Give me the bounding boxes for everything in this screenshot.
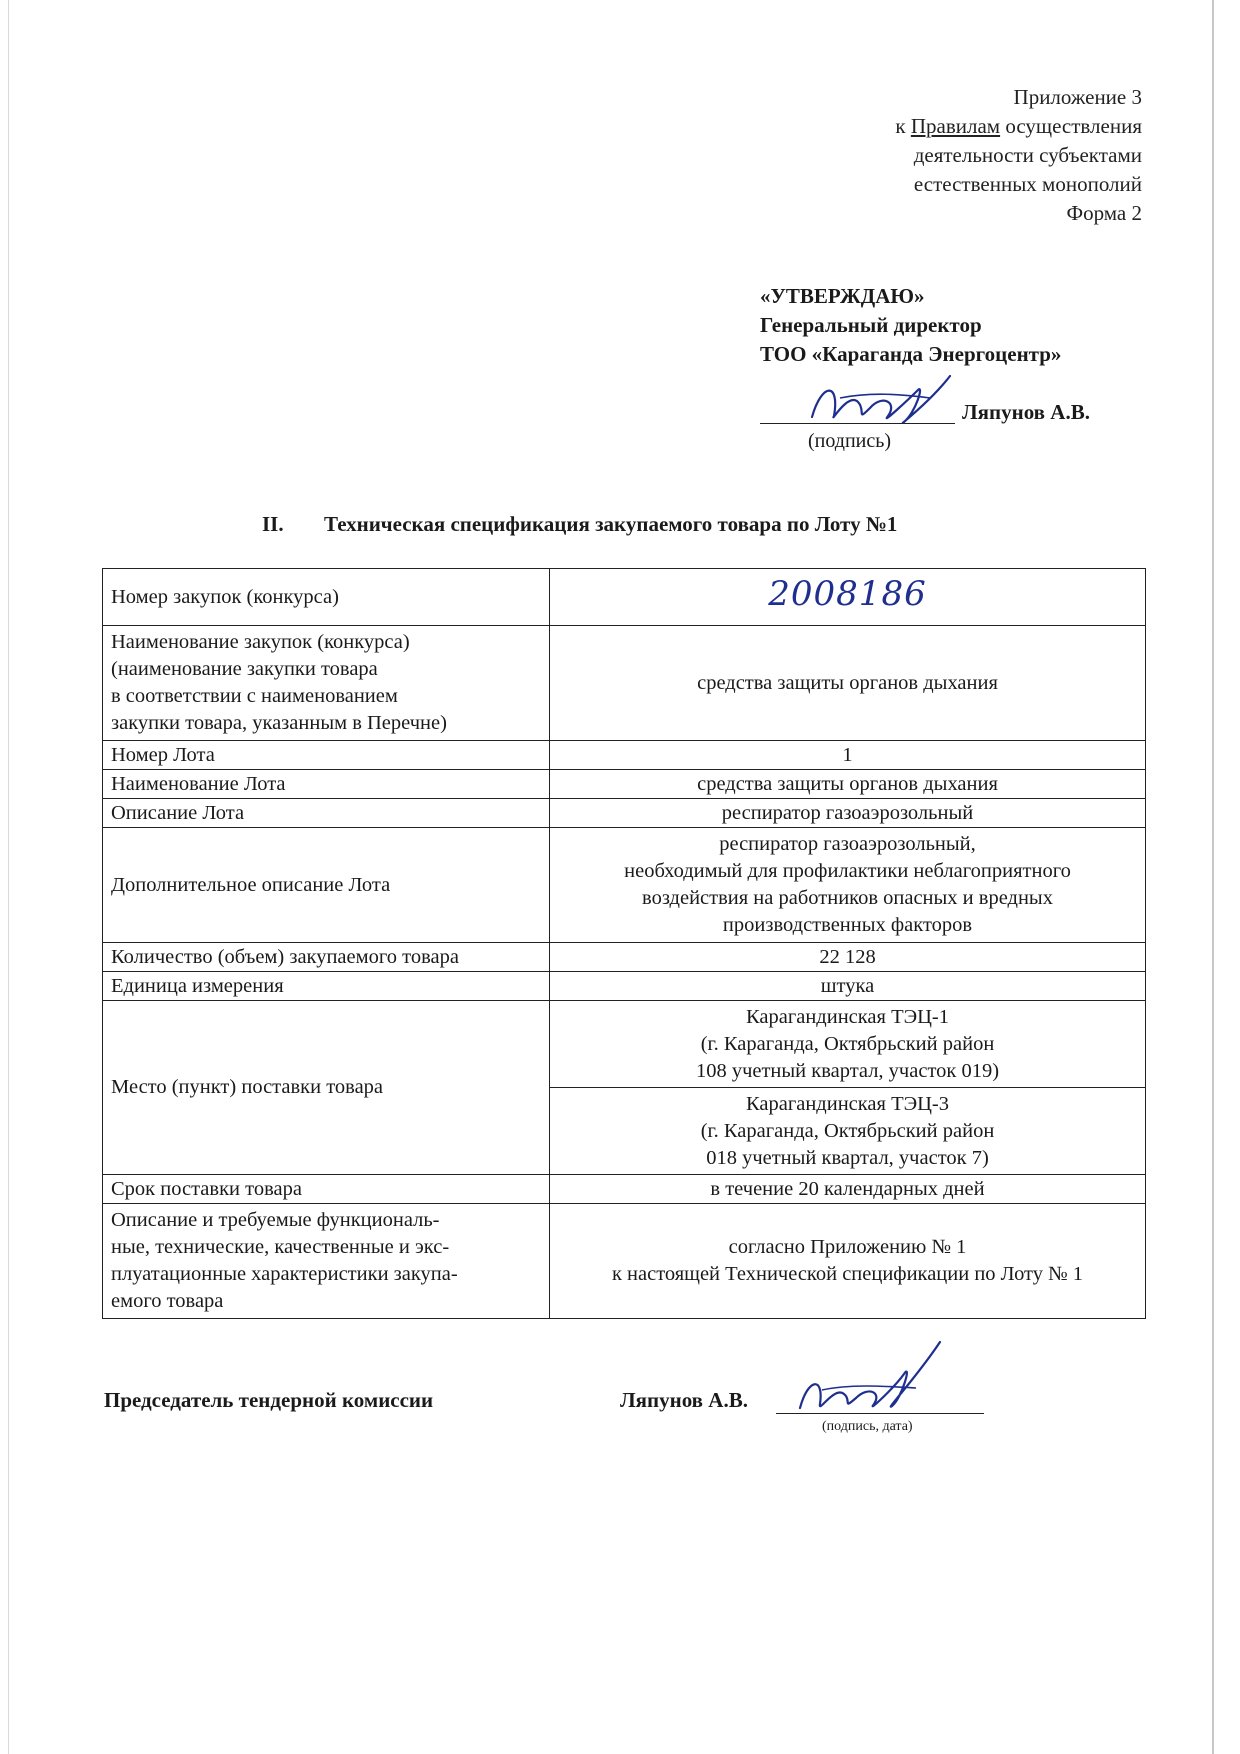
lot-description-value: респиратор газоаэрозольный (550, 799, 1146, 828)
approval-block (760, 282, 1061, 369)
chair-signature-caption: (подпись, дата) (822, 1419, 913, 1434)
approval-company: ТОО «Караганда Энергоцентр» (760, 342, 1062, 366)
table-row (103, 1175, 1146, 1204)
purchase-name-label-line: Наименование закупок (конкурса) (111, 631, 410, 653)
purchase-name-label-line: в соответствии с наименованием (111, 685, 398, 707)
section-number: II. (262, 512, 284, 536)
characteristics-value (550, 1204, 1146, 1319)
annex-line-2-suffix: осуществления (1000, 114, 1142, 138)
lot-name-label: Наименование Лота (103, 770, 550, 799)
delivery-place-1-line: 108 учетный квартал, участок 019) (695, 1059, 1000, 1082)
characteristics-value-line: к настоящей Технической спецификации по Лоту № 1 (611, 1263, 1084, 1285)
characteristics-label-line: плуатационные характеристики закупа- (111, 1263, 458, 1285)
characteristics-value-line: согласно Приложению № 1 (728, 1236, 967, 1258)
purchase-name-label-line: (наименование закупки товара (111, 658, 378, 680)
table-row (103, 770, 1146, 799)
additional-description-line: необходимый для профилактики неблагоприятного (624, 860, 1071, 882)
additional-description-value (550, 828, 1146, 943)
lot-number-value: 1 (550, 741, 1146, 770)
lot-number-label: Номер Лота (103, 741, 550, 770)
delivery-place-1 (550, 1001, 1146, 1088)
annex-line-2-prefix: к (895, 114, 911, 138)
purchase-name-label (103, 626, 550, 741)
characteristics-label (103, 1204, 550, 1319)
director-signature-line (760, 423, 955, 424)
annex-line-5: Форма 2 (1066, 201, 1142, 225)
unit-label: Единица измерения (103, 972, 550, 1001)
scan-edge-left (8, 0, 9, 1754)
table-row (103, 828, 1146, 943)
delivery-place-1-line: Карагандинская ТЭЦ-1 (745, 1005, 950, 1028)
lot-name-value: средства защиты органов дыхания (550, 770, 1146, 799)
scan-edge-right (1212, 0, 1214, 1754)
table-row (103, 1001, 1146, 1088)
section-title (262, 512, 897, 537)
approval-stamp: «УТВЕРЖДАЮ» (760, 284, 925, 308)
annex-header (895, 83, 1142, 228)
rules-link[interactable]: Правилам (910, 114, 1001, 138)
table-row (103, 569, 1146, 626)
table-row (103, 799, 1146, 828)
director-name: Ляпунов А.В. (962, 400, 1090, 424)
additional-description-label: Дополнительное описание Лота (103, 828, 550, 943)
annex-line-1: Приложение 3 (1013, 85, 1142, 109)
annex-line-3: деятельности субъектами (913, 143, 1142, 167)
characteristics-label-line: Описание и требуемые функциональ- (111, 1209, 440, 1231)
table-row (103, 741, 1146, 770)
additional-description-line: воздействия на работников опасных и вредных (642, 887, 1053, 909)
delivery-place-2-line: 018 учетный квартал, участок 7) (706, 1146, 989, 1169)
chair-signature-icon (790, 1338, 950, 1416)
characteristics-label-line: емого товара (111, 1290, 224, 1312)
unit-value: штука (550, 972, 1146, 1001)
additional-description-line: производственных факторов (722, 914, 973, 936)
lot-description-label: Описание Лота (103, 799, 550, 828)
purchase-name-label-line: закупки товара, указанным в Перечне) (111, 712, 447, 734)
additional-description-line: респиратор газоаэрозольный, (719, 833, 976, 855)
approval-position: Генеральный директор (760, 313, 982, 337)
characteristics-label-line: ные, технические, качественные и экс- (111, 1236, 450, 1258)
delivery-place-2-line: (г. Караганда, Октябрьский район (700, 1119, 995, 1142)
delivery-place-2 (550, 1088, 1146, 1175)
chair-name: Ляпунов А.В. (620, 1388, 748, 1412)
director-signature-icon (800, 372, 960, 434)
annex-line-2 (895, 112, 1142, 141)
delivery-place-2-line: Карагандинская ТЭЦ-3 (745, 1092, 950, 1115)
delivery-place-label: Место (пункт) поставки товара (103, 1001, 550, 1175)
table-row (103, 943, 1146, 972)
table-row (103, 626, 1146, 741)
purchase-number-value: 2008186 (768, 574, 927, 614)
director-signature-caption: (подпись) (808, 430, 892, 452)
annex-line-4: естественных монополий (913, 172, 1142, 196)
specification-table (102, 568, 1146, 1319)
chair-title: Председатель тендерной комиссии (104, 1388, 434, 1412)
quantity-label: Количество (объем) закупаемого товара (103, 943, 550, 972)
quantity-value: 22 128 (550, 943, 1146, 972)
delivery-place-1-line: (г. Караганда, Октябрьский район (700, 1032, 995, 1055)
chair-signature-line (776, 1413, 984, 1414)
delivery-term-label: Срок поставки товара (103, 1175, 550, 1204)
section-title-text: Техническая спецификация закупаемого товара по Лоту №1 (324, 512, 898, 536)
table-row (103, 972, 1146, 1001)
purchase-number-label: Номер закупок (конкурса) (103, 569, 550, 626)
purchase-number-cell (550, 569, 1146, 626)
delivery-term-value: в течение 20 календарных дней (550, 1175, 1146, 1204)
table-row (103, 1204, 1146, 1319)
purchase-name-value: средства защиты органов дыхания (550, 626, 1146, 741)
